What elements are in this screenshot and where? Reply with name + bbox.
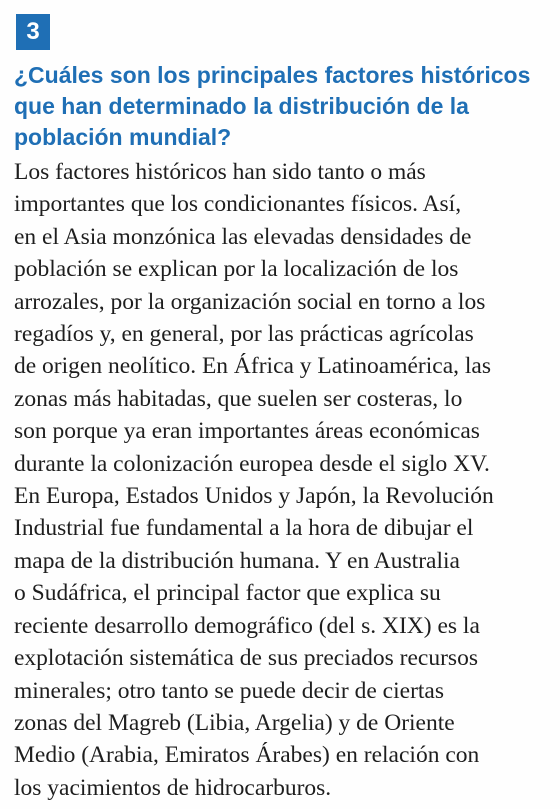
answer-line: zonas más habitadas, que suelen ser costeras, lo bbox=[14, 385, 463, 412]
answer-line: durante la colonización europea desde el siglo XV. bbox=[14, 450, 490, 477]
answer-line: importantes que los condicionantes físicos. Así, bbox=[14, 191, 462, 218]
answer-line: los yacimientos de hidrocarburos. bbox=[14, 774, 332, 801]
answer-paragraph bbox=[14, 156, 554, 804]
answer-line: son porque ya eran importantes áreas económicas bbox=[14, 418, 480, 445]
answer-line: Industrial fue fundamental a la hora de dibujar el bbox=[14, 515, 474, 542]
answer-line: o Sudáfrica, el principal factor que explica su bbox=[14, 580, 441, 607]
answer-line: En Europa, Estados Unidos y Japón, la Revolución bbox=[14, 483, 494, 510]
answer-line: población se explican por la localización de los bbox=[14, 256, 459, 283]
answer-line: Medio (Arabia, Emiratos Árabes) en relación con bbox=[14, 742, 480, 769]
answer-line: en el Asia monzónica las elevadas densidades de bbox=[14, 223, 472, 250]
question-heading bbox=[14, 60, 554, 153]
answer-line: zonas del Magreb (Libia, Argelia) y de Oriente bbox=[14, 709, 455, 736]
question-line: ¿Cuáles son los principales factores históricos bbox=[14, 62, 531, 88]
answer-line: de origen neolítico. En África y Latinoamérica, las bbox=[14, 353, 491, 380]
answer-line: Los factores históricos han sido tanto o más bbox=[14, 159, 426, 185]
question-line: que han determinado la distribución de la bbox=[14, 93, 469, 119]
question-line: población mundial? bbox=[14, 124, 232, 150]
section-number-badge: 3 bbox=[16, 14, 50, 50]
answer-line: minerales; otro tanto se puede decir de ciertas bbox=[14, 677, 444, 704]
answer-line: reciente desarrollo demográfico (del s. XIX) es la bbox=[14, 612, 480, 639]
answer-line: regadíos y, en general, por las prácticas agrícolas bbox=[14, 321, 474, 348]
answer-line: explotación sistemática de sus preciados recursos bbox=[14, 645, 478, 672]
answer-line: mapa de la distribución humana. Y en Australia bbox=[14, 547, 460, 574]
answer-line: arrozales, por la organización social en torno a los bbox=[14, 288, 486, 315]
